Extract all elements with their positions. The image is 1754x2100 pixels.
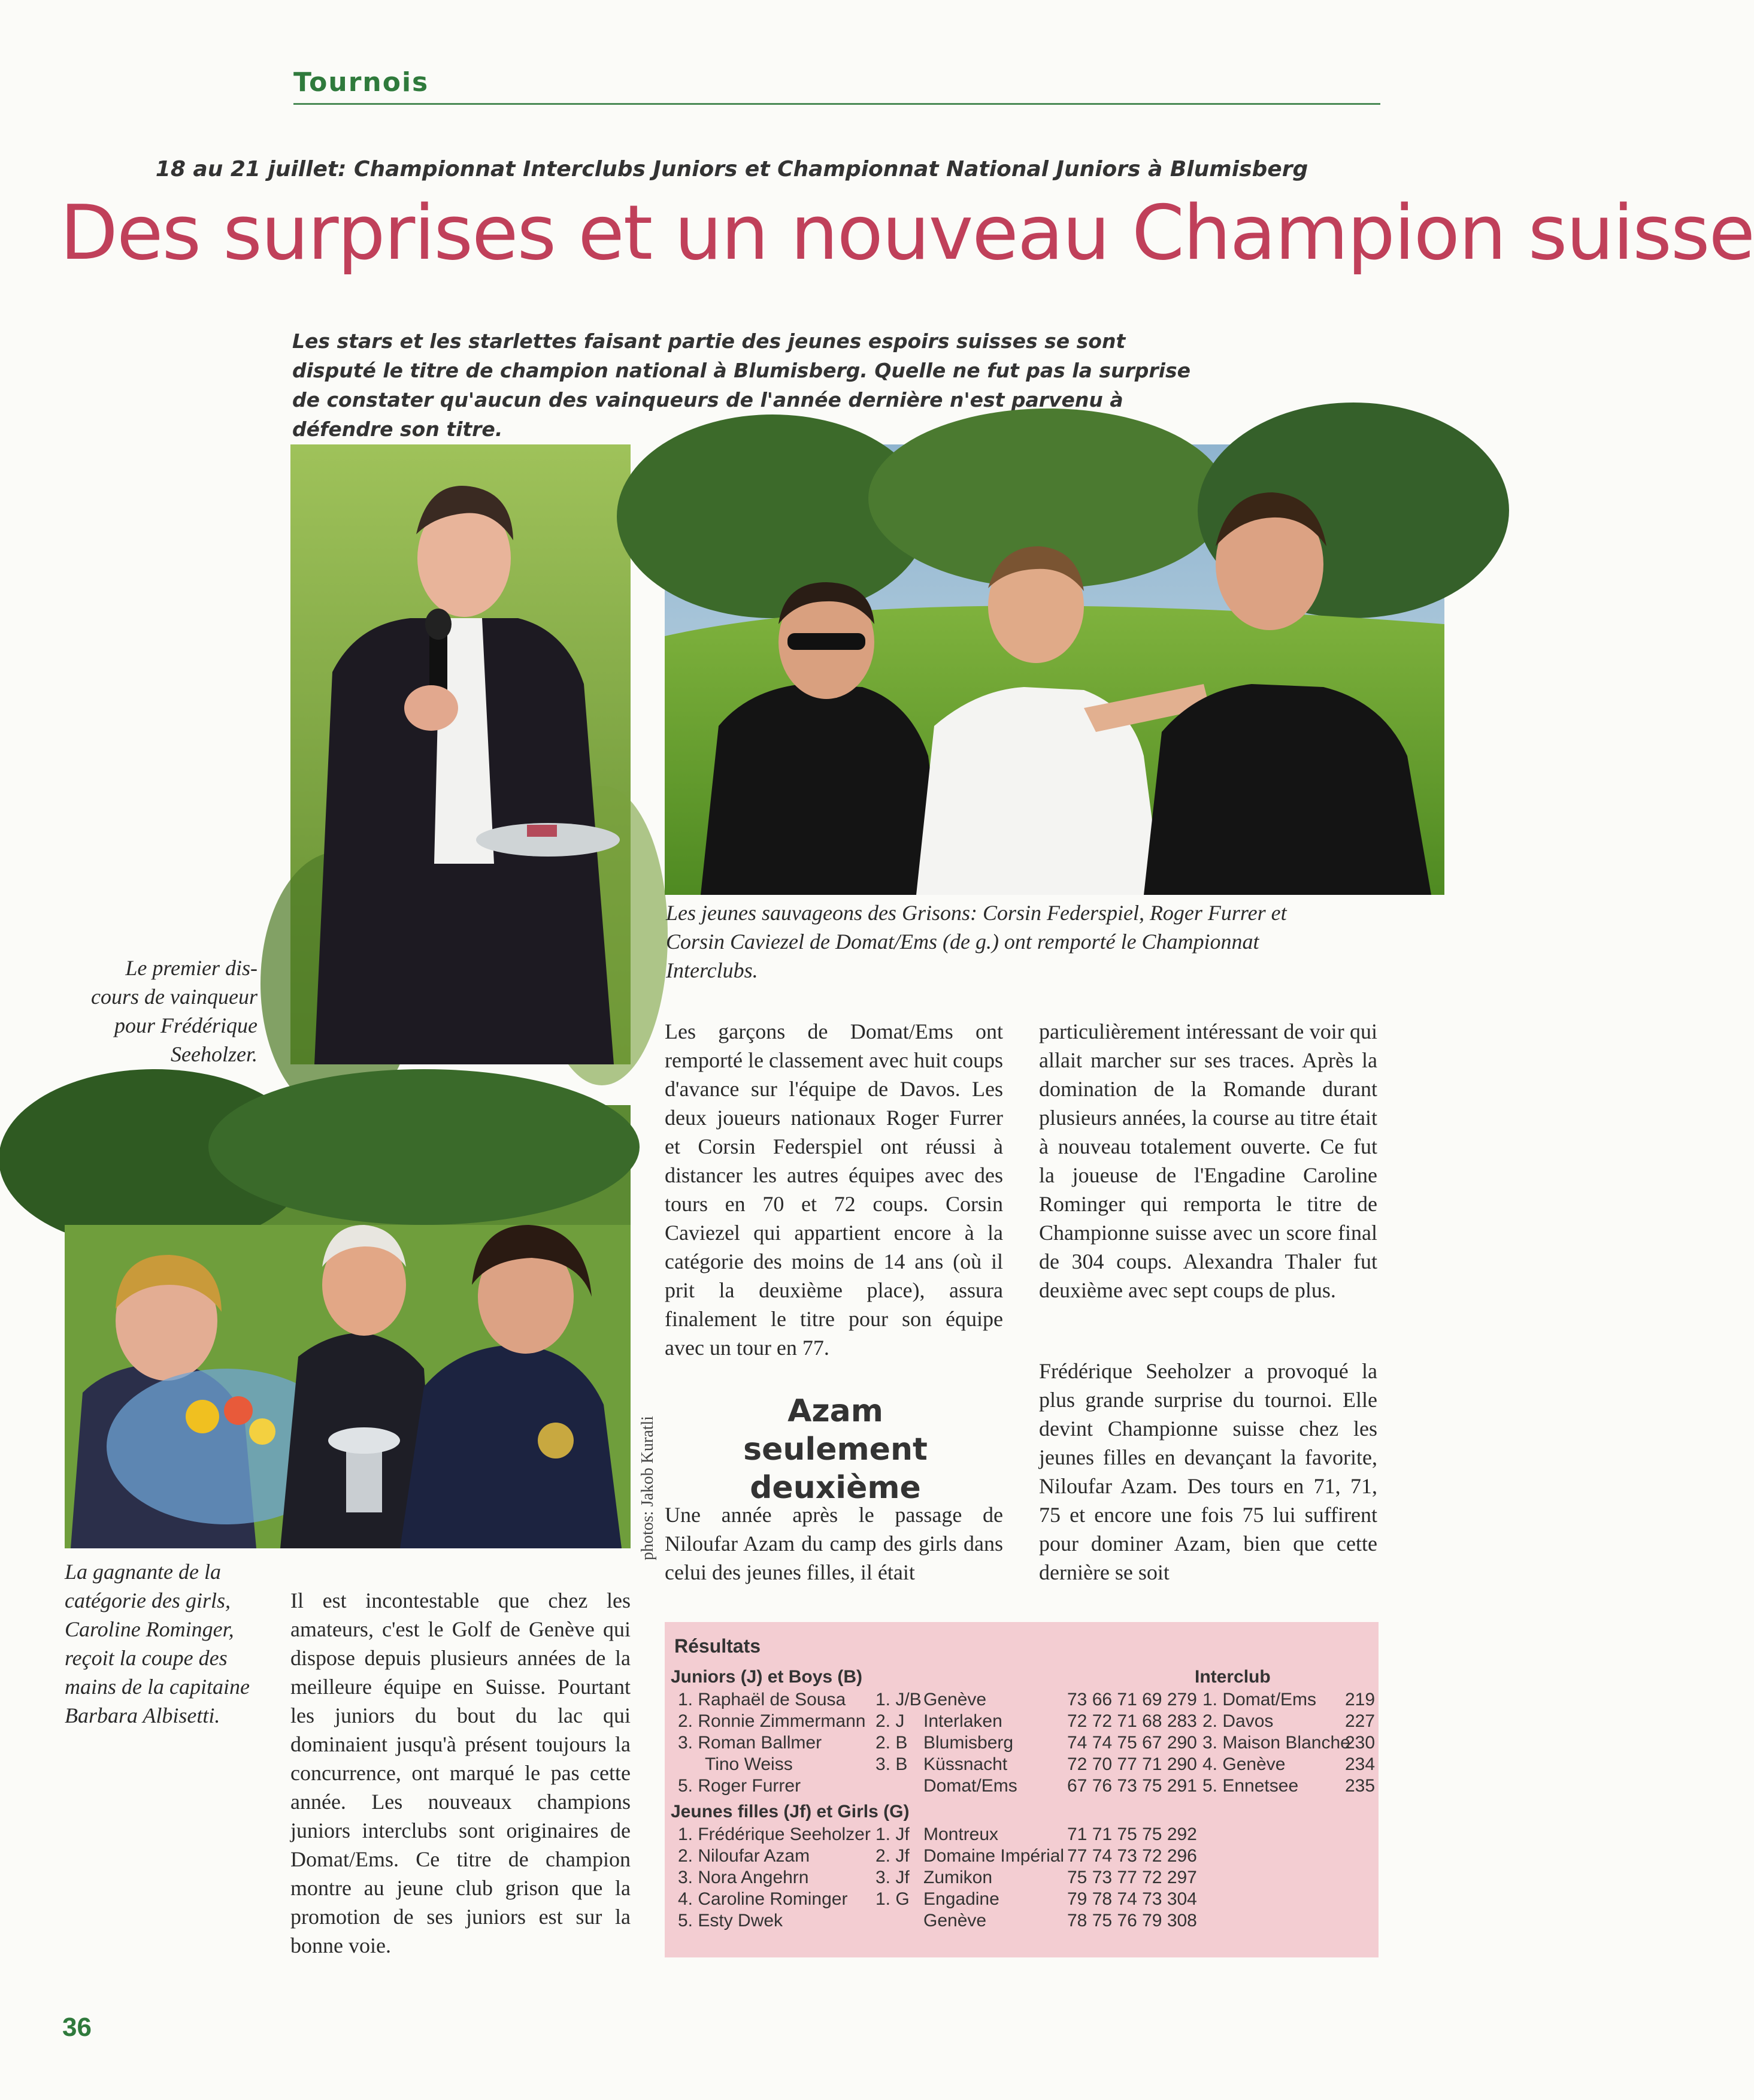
result-score: 74 74 75 67 290 bbox=[1067, 1733, 1197, 1753]
article-lead: Les stars et les starlettes faisant partie des jeunes espoirs suisses se sont disputé le titre de champion national à Blumisberg. Quelle ne fut pas la surprise de constater qu'aucun des vainqueurs de l'année dernière n'est parvenu à défendre son titre. bbox=[292, 329, 1191, 441]
result-club: Genève bbox=[923, 1690, 987, 1709]
result-team: 5. Ennetsee bbox=[1202, 1776, 1299, 1796]
table-row bbox=[1202, 1711, 1376, 1732]
result-team: 1. Domat/Ems bbox=[1202, 1690, 1317, 1709]
section-label: Tournois bbox=[293, 67, 429, 98]
result-club: Interlaken bbox=[923, 1711, 1002, 1731]
caption-team: Les jeunes sauvageons des Grisons: Corsin Federspiel, Roger Furrer et Corsin Caviezel de Domat/Ems (de g.) ont remporté le Championnat Interclubs. bbox=[666, 901, 1287, 982]
result-club: Genève bbox=[923, 1911, 987, 1930]
result-club: Domaine Impérial bbox=[923, 1846, 1065, 1866]
result-total: 235 bbox=[1345, 1776, 1376, 1796]
result-club: Montreux bbox=[923, 1824, 999, 1844]
table-row bbox=[678, 1732, 1199, 1754]
result-score: 71 71 75 75 292 bbox=[1067, 1824, 1197, 1844]
article-kicker: 18 au 21 juillet: Championnat Interclubs Juniors et Championnat National Juniors à Blumisberg bbox=[155, 157, 1308, 181]
article-col3-part2: Frédérique Seeholzer a provoqué la plus grande surprise du tournoi. Elle devint Championne suisse chez les jeunes filles en devançant la favorite, Niloufar Azam. Des tours en 71, 71, 75 et encore une fois 75 lui suffirent pour dominer Azam, bien que cette dernière se soit bbox=[1039, 1359, 1377, 1584]
photo-speaker bbox=[290, 444, 631, 1064]
result-score: 67 76 73 75 291 bbox=[1067, 1776, 1197, 1796]
result-total: 219 bbox=[1345, 1690, 1376, 1709]
table-row bbox=[678, 1754, 1199, 1775]
result-name: 3. Roman Ballmer bbox=[678, 1733, 822, 1753]
result-total: 230 bbox=[1345, 1733, 1376, 1753]
caption-girls: La gagnante de la catégorie des girls, Caroline Rominger, reçoit la coupe des mains de la capitaine Barbara Albisetti. bbox=[65, 1560, 250, 1727]
results-box bbox=[665, 1622, 1379, 1957]
article-col2-part1: Les garçons de Domat/Ems ont remporté le classement avec huit coups d'avance sur l'équipe de Davos. Les deux joueurs nationaux Roger Furrer et Corsin Federspiel ont réussi à distancer les autres équipes avec des tours en 70 et 72 coups. Corsin Caviezel qui appartient encore à la catégorie des moins de 14 ans (où il prit la deuxième place), assura finalement le titre pour son équipe avec un tour en 77. bbox=[665, 1019, 1003, 1360]
result-score: 72 70 77 71 290 bbox=[1067, 1754, 1197, 1774]
article-subhead: Azam seulement deuxième bbox=[743, 1393, 928, 1506]
result-name: 1. Raphaël de Sousa bbox=[678, 1690, 846, 1709]
result-category: 2. Jf bbox=[876, 1846, 910, 1866]
result-name: 5. Roger Furrer bbox=[678, 1776, 801, 1796]
result-team: 3. Maison Blanche bbox=[1202, 1733, 1350, 1753]
photo-credit: photos: Jakob Kuratli bbox=[638, 1415, 657, 1560]
table-row bbox=[678, 1889, 1199, 1910]
table-row bbox=[678, 1910, 1199, 1932]
table-row bbox=[678, 1775, 1199, 1797]
article-col2-part2: Une année après le passage de Niloufar Azam du camp des girls dans celui des jeunes filles, il était bbox=[665, 1503, 1003, 1584]
result-name: 2. Ronnie Zimmermann bbox=[678, 1711, 866, 1731]
result-category: 1. Jf bbox=[876, 1824, 910, 1844]
table-row bbox=[678, 1867, 1199, 1889]
result-total: 227 bbox=[1345, 1711, 1376, 1731]
result-category: 1. J/B bbox=[876, 1690, 922, 1709]
result-name: 3. Nora Angehrn bbox=[678, 1868, 809, 1887]
table-row bbox=[1202, 1689, 1376, 1711]
caption-speaker-line: pour Frédérique bbox=[114, 1013, 258, 1037]
table-row bbox=[1202, 1754, 1376, 1775]
result-score: 72 72 71 68 283 bbox=[1067, 1711, 1197, 1731]
result-score: 73 66 71 69 279 bbox=[1067, 1690, 1197, 1709]
result-category: 2. J bbox=[876, 1711, 905, 1731]
result-category: 3. Jf bbox=[876, 1868, 910, 1887]
result-team: 2. Davos bbox=[1202, 1711, 1274, 1731]
result-score: 79 78 74 73 304 bbox=[1067, 1889, 1197, 1909]
caption-speaker bbox=[66, 954, 258, 1069]
table-row bbox=[678, 1845, 1199, 1867]
result-team: 4. Genève bbox=[1202, 1754, 1286, 1774]
section-rule bbox=[293, 103, 1380, 105]
photo-trophy bbox=[65, 1105, 631, 1548]
result-category: 3. B bbox=[876, 1754, 908, 1774]
table-row bbox=[1202, 1732, 1376, 1754]
results-interclub-title: Interclub bbox=[1195, 1667, 1271, 1687]
result-club: Domat/Ems bbox=[923, 1776, 1017, 1796]
result-total: 234 bbox=[1345, 1754, 1376, 1774]
caption-speaker-line: Seeholzer. bbox=[171, 1042, 258, 1066]
article-col1: Il est incontestable que chez les amateurs, c'est le Golf de Genève qui dispose depuis plusieurs années de la meilleure équipe en Suisse. Pourtant les juniors du bout du lac qui dominaient jusqu'à présent toujours la concurrence, ont marqué le pas cette année. Les nouveaux champions juniors interclubs sont originaires de Domat/Ems. Ce titre de champion montre au jeune club grison que la promotion de ses juniors est sur la bonne voie. bbox=[290, 1588, 631, 1957]
result-club: Zumikon bbox=[923, 1868, 993, 1887]
result-club: Küssnacht bbox=[923, 1754, 1008, 1774]
page-number: 36 bbox=[62, 2013, 92, 2042]
result-name: Tino Weiss bbox=[705, 1754, 793, 1774]
result-club: Engadine bbox=[923, 1889, 999, 1909]
result-category: 1. G bbox=[876, 1889, 910, 1909]
results-title: Résultats bbox=[674, 1635, 761, 1657]
table-row bbox=[678, 1689, 1199, 1711]
results-girls-title: Jeunes filles (Jf) et Girls (G) bbox=[671, 1802, 910, 1821]
result-score: 77 74 73 72 296 bbox=[1067, 1846, 1197, 1866]
table-row bbox=[678, 1711, 1199, 1732]
result-name: 1. Frédérique Seeholzer bbox=[678, 1824, 871, 1844]
result-score: 78 75 76 79 308 bbox=[1067, 1911, 1197, 1930]
result-club: Blumisberg bbox=[923, 1733, 1014, 1753]
result-name: 4. Caroline Rominger bbox=[678, 1889, 848, 1909]
article-headline: Des surprises et un nouveau Champion suisse bbox=[60, 189, 1754, 277]
caption-speaker-line: Le premier dis- bbox=[125, 956, 258, 980]
photo-team bbox=[665, 444, 1444, 895]
result-name: 2. Niloufar Azam bbox=[678, 1846, 810, 1866]
table-row bbox=[1202, 1775, 1376, 1797]
results-juniors-title: Juniors (J) et Boys (B) bbox=[671, 1667, 863, 1687]
caption-speaker-line: cours de vainqueur bbox=[91, 985, 258, 1009]
result-score: 75 73 77 72 297 bbox=[1067, 1868, 1197, 1887]
article-col3-part1: particulièrement intéressant de voir qui allait marcher sur ses traces. Après la domination de la Romande durant plusieurs années, la course au titre était à nouveau totalement ouverte. Ce fut la joueuse de l'Engadine Caroline Rominger qui remporta le titre de Championne suisse avec un score final de 304 coups. Alexandra Thaler fut deuxième avec sept coups de plus. bbox=[1039, 1019, 1377, 1302]
table-row bbox=[678, 1824, 1199, 1845]
result-category: 2. B bbox=[876, 1733, 908, 1753]
result-name: 5. Esty Dwek bbox=[678, 1911, 783, 1930]
